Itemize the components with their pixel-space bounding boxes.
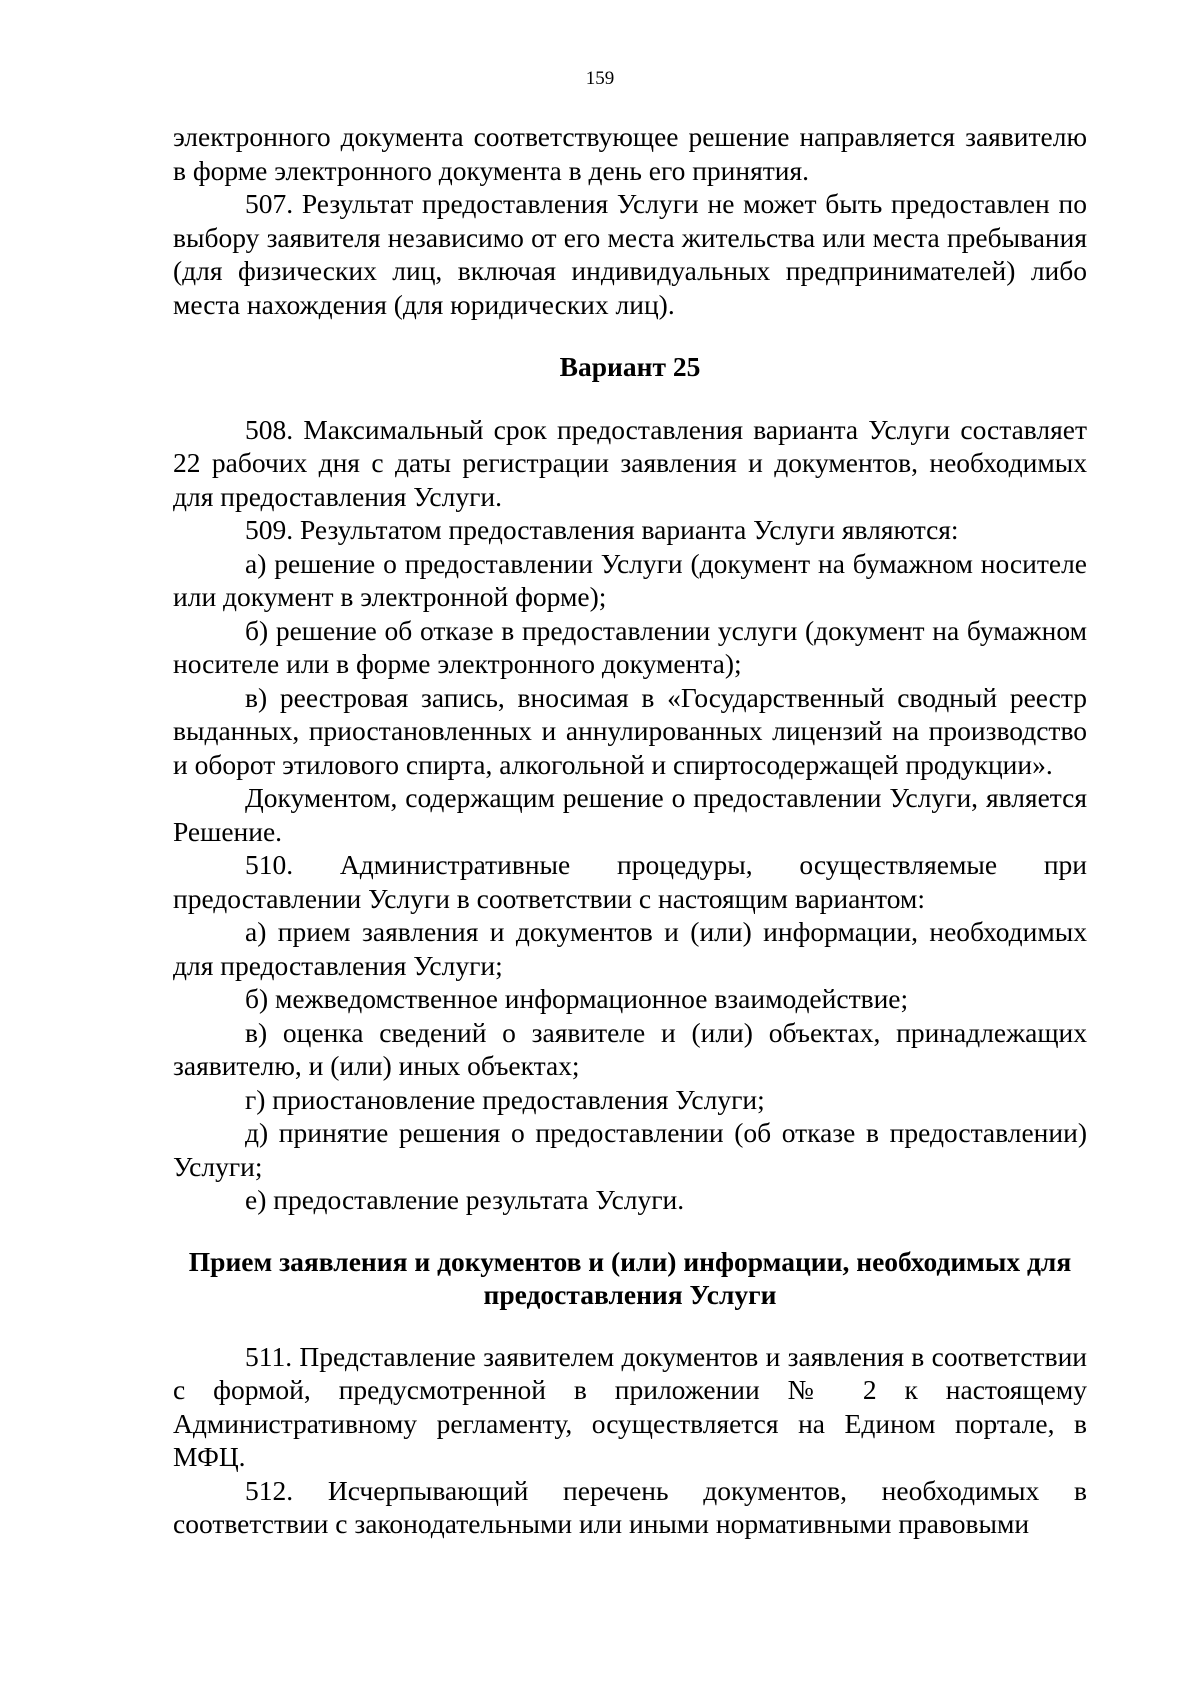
list-item-510-a: а) прием заявления и документов и (или) информации, необходимых для предоставления Услуги; [173, 916, 1087, 981]
paragraph-510: 510. Административные процедуры, осуществляемые при предоставлении Услуги в соответствии с настоящим вариантом: [173, 849, 1087, 914]
paragraph-508: 508. Максимальный срок предоставления варианта Услуги составляет 22 рабочих дня с даты регистрации заявления и документов, необходимых для предоставления Услуги. [173, 413, 1087, 512]
list-item-510-e: е) предоставление результата Услуги. [245, 1184, 685, 1215]
variant-heading: Вариант 25 [559, 351, 701, 382]
list-item-510-b: б) межведомственное информационное взаимодействие; [245, 983, 909, 1014]
paragraph-decision-document: Документом, содержащим решение о предоставлении Услуги, является Решение. [173, 782, 1087, 847]
paragraph-509: 509. Результатом предоставления варианта Услуги являются: [245, 514, 959, 545]
section-heading: Прием заявления и документов и (или) информации, необходимых для предоставления Услуги [188, 1245, 1072, 1310]
paragraph-511: 511. Представление заявителем документов и заявления в соответствии с формой, предусмотренной в приложении № 2 к настоящему Административному регламенту, осуществляется на Едином портале, в МФЦ. [173, 1340, 1087, 1472]
page-number: 159 [585, 68, 615, 89]
list-item-510-d: д) принятие решения о предоставлении (об отказе в предоставлении) Услуги; [173, 1117, 1087, 1182]
paragraph-507: 507. Результат предоставления Услуги не может быть предоставлен по выбору заявителя независимо от его места жительства или места пребывания (для физических лиц, включая индивидуальных предпринимателей) либо места нахождения (для юридических лиц). [173, 188, 1087, 320]
paragraph-continuation: электронного документа соответствующее решение направляется заявителю в форме электронного документа в день его принятия. [173, 121, 1087, 186]
list-item-509-a: а) решение о предоставлении Услуги (документ на бумажном носителе или документ в электронной форме); [173, 547, 1087, 612]
list-item-510-v: в) оценка сведений о заявителе и (или) объектах, принадлежащих заявителю, и (или) иных объектах; [173, 1016, 1087, 1081]
paragraph-512: 512. Исчерпывающий перечень документов, необходимых в соответствии с законодательными или иными нормативными правовыми [173, 1474, 1087, 1539]
list-item-509-b: б) решение об отказе в предоставлении услуги (документ на бумажном носителе или в форме электронного документа); [173, 614, 1087, 679]
list-item-510-g: г) приостановление предоставления Услуги; [245, 1083, 765, 1115]
list-item-509-v: в) реестровая запись, вносимая в «Государственный сводный реестр выданных, приостановленных и аннулированных лицензий на производство и оборот этилового спирта, алкогольной и спиртосодержащей продукции». [173, 681, 1087, 780]
document-body [173, 120, 1087, 1541]
